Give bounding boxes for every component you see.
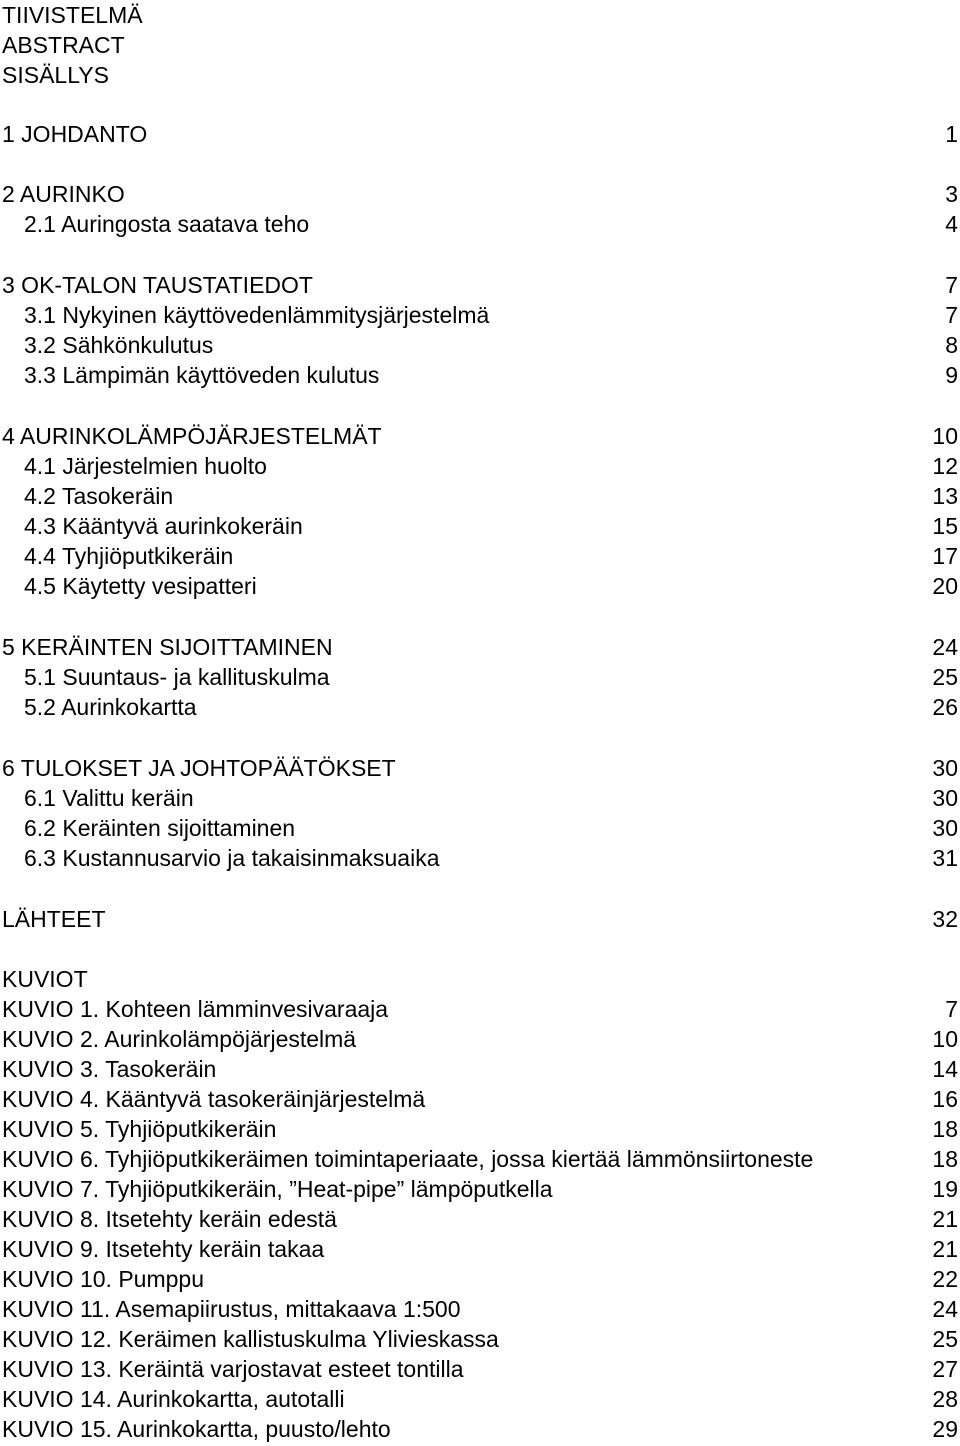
toc-entry[interactable] (0, 843, 960, 873)
toc-entry-page: 31 (932, 845, 958, 871)
toc-entry[interactable] (0, 632, 960, 662)
toc-entry-page: 25 (932, 664, 958, 690)
toc-entry-label: 6 TULOKSET JA JOHTOPÄÄTÖKSET (2, 755, 396, 781)
toc-entry-label: 5.1 Suuntaus- ja kallituskulma (24, 664, 330, 690)
figure-entry[interactable] (0, 1204, 960, 1234)
toc-entry-page: 30 (932, 755, 958, 781)
toc-entry-label: 4.2 Tasokeräin (24, 483, 174, 509)
toc-entry-page: 30 (932, 785, 958, 811)
toc-entry-page: 7 (945, 272, 958, 298)
toc-entry-page: 8 (945, 332, 958, 358)
figure-entry-label: KUVIO 6. Tyhjiöputkikeräimen toimintaperiaate, jossa kiertää lämmönsiirtoneste (2, 1146, 814, 1172)
figure-entry-page: 24 (932, 1296, 958, 1322)
figure-entry[interactable] (0, 1384, 960, 1414)
toc-entry-label: 3.1 Nykyinen käyttövedenlämmitysjärjestelmä (24, 302, 490, 328)
heading-sisallys: SISÄLLYS (2, 62, 109, 88)
figure-entry-page: 10 (932, 1026, 958, 1052)
toc-entry-label: LÄHTEET (2, 906, 106, 932)
figure-entry-label: KUVIO 3. Tasokeräin (2, 1056, 217, 1082)
toc-entry-page: 3 (945, 181, 958, 207)
figure-entry-label: KUVIO 1. Kohteen lämminvesivaraaja (2, 996, 389, 1022)
figure-entry-page: 7 (945, 996, 958, 1022)
toc-entry[interactable] (0, 330, 960, 360)
figure-entry[interactable] (0, 1294, 960, 1324)
figure-entry[interactable] (0, 1024, 960, 1054)
figure-entry[interactable] (0, 994, 960, 1024)
toc-entry[interactable] (0, 209, 960, 239)
toc-entry[interactable] (0, 179, 960, 209)
figure-entry-label: KUVIO 2. Aurinkolämpöjärjestelmä (2, 1026, 357, 1052)
figure-entry-label: KUVIO 14. Aurinkokartta, autotalli (2, 1386, 345, 1412)
toc-entry[interactable] (0, 511, 960, 541)
toc-entry-page: 7 (945, 302, 958, 328)
figure-entry[interactable] (0, 1264, 960, 1294)
toc-entry-label: 2 AURINKO (2, 181, 125, 207)
toc-entry-label: 6.2 Keräinten sijoittaminen (24, 815, 296, 841)
toc-entry[interactable] (0, 270, 960, 300)
toc-entry[interactable] (0, 783, 960, 813)
toc-entry[interactable] (0, 571, 960, 601)
figure-entry-page: 28 (932, 1386, 958, 1412)
toc-entry-label: 3 OK-TALON TAUSTATIEDOT (2, 272, 313, 298)
figure-entry[interactable] (0, 1114, 960, 1144)
toc-entry-label: 4.3 Kääntyvä aurinkokeräin (24, 513, 303, 539)
toc-entry-label: 2.1 Auringosta saatava teho (24, 211, 310, 237)
figure-entry[interactable] (0, 1144, 960, 1174)
toc-entry-label: 5 KERÄINTEN SIJOITTAMINEN (2, 634, 333, 660)
figure-entry-page: 29 (932, 1416, 958, 1442)
toc-entry-page: 1 (945, 121, 958, 147)
figure-entry[interactable] (0, 1414, 960, 1444)
toc-entry[interactable] (0, 813, 960, 843)
figure-entry[interactable] (0, 1354, 960, 1384)
figure-entry-page: 14 (932, 1056, 958, 1082)
toc-entry-label: 6.1 Valittu keräin (24, 785, 194, 811)
toc-entry[interactable] (0, 692, 960, 722)
figure-entry-label: KUVIO 15. Aurinkokartta, puusto/lehto (2, 1416, 391, 1442)
toc-entry[interactable] (0, 904, 960, 934)
figure-entry-label: KUVIO 12. Keräimen kallistuskulma Ylivieskassa (2, 1326, 499, 1352)
figure-entry-label: KUVIO 11. Asemapiirustus, mittakaava 1:500 (2, 1296, 461, 1322)
toc-entry[interactable] (0, 421, 960, 451)
figure-entry-label: KUVIO 8. Itsetehty keräin edestä (2, 1206, 337, 1232)
toc-entry-page: 26 (932, 694, 958, 720)
heading-tiivistelma: TIIVISTELMÄ (2, 2, 143, 28)
toc-entry-page: 4 (945, 211, 958, 237)
figure-entry[interactable] (0, 1084, 960, 1114)
toc-entry[interactable] (0, 360, 960, 390)
figure-entry-page: 18 (932, 1146, 958, 1172)
toc-entry[interactable] (0, 119, 960, 149)
figure-entry[interactable] (0, 1324, 960, 1354)
figure-entry-label: KUVIO 13. Keräintä varjostavat esteet tontilla (2, 1356, 464, 1382)
figure-entry-page: 18 (932, 1116, 958, 1142)
toc-entry-label: 6.3 Kustannusarvio ja takaisinmaksuaika (24, 845, 440, 871)
heading-abstract: ABSTRACT (2, 32, 125, 58)
figure-entry-page: 21 (932, 1206, 958, 1232)
figure-entry[interactable] (0, 1174, 960, 1204)
toc-entry[interactable] (0, 541, 960, 571)
toc-entry-page: 15 (932, 513, 958, 539)
toc-entry-label: 1 JOHDANTO (2, 121, 148, 147)
figure-entry[interactable] (0, 1054, 960, 1084)
figure-entry-page: 19 (932, 1176, 958, 1202)
toc-entry-page: 13 (932, 483, 958, 509)
toc-entry-label: 4 AURINKOLÄMPÖJÄRJESTELMÄT (2, 423, 382, 449)
toc-entry-page: 10 (932, 423, 958, 449)
figure-entry-label: KUVIO 4. Kääntyvä tasokeräinjärjestelmä (2, 1086, 426, 1112)
toc-entry[interactable] (0, 481, 960, 511)
toc-entry-page: 12 (932, 453, 958, 479)
toc-entry-label: 4.4 Tyhjiöputkikeräin (24, 543, 234, 569)
figure-entry-label: KUVIO 10. Pumppu (2, 1266, 204, 1292)
figure-entry-page: 22 (932, 1266, 958, 1292)
toc-entry[interactable] (0, 753, 960, 783)
toc-entry-page: 17 (932, 543, 958, 569)
toc-entry[interactable] (0, 451, 960, 481)
toc-entry-page: 24 (932, 634, 958, 660)
toc-entry[interactable] (0, 662, 960, 692)
figures-heading: KUVIOT (2, 966, 88, 992)
toc-entry-page: 32 (932, 906, 958, 932)
toc-entry-page: 30 (932, 815, 958, 841)
figure-entry-page: 25 (932, 1326, 958, 1352)
toc-entry-page: 9 (945, 362, 958, 388)
toc-entry-label: 5.2 Aurinkokartta (24, 694, 197, 720)
figure-entry-page: 27 (932, 1356, 958, 1382)
toc-entry-page: 20 (932, 573, 958, 599)
figure-entry-page: 16 (932, 1086, 958, 1112)
toc-entry-label: 3.2 Sähkönkulutus (24, 332, 214, 358)
toc-entry-label: 4.1 Järjestelmien huolto (24, 453, 267, 479)
figure-entry-label: KUVIO 9. Itsetehty keräin takaa (2, 1236, 325, 1262)
figure-entry-label: KUVIO 5. Tyhjiöputkikeräin (2, 1116, 277, 1142)
toc-entry-label: 3.3 Lämpimän käyttöveden kulutus (24, 362, 380, 388)
figure-entry-label: KUVIO 7. Tyhjiöputkikeräin, ”Heat-pipe” lämpöputkella (2, 1176, 553, 1202)
figure-entry[interactable] (0, 1234, 960, 1264)
figure-entry-page: 21 (932, 1236, 958, 1262)
toc-entry-label: 4.5 Käytetty vesipatteri (24, 573, 257, 599)
toc-entry[interactable] (0, 300, 960, 330)
